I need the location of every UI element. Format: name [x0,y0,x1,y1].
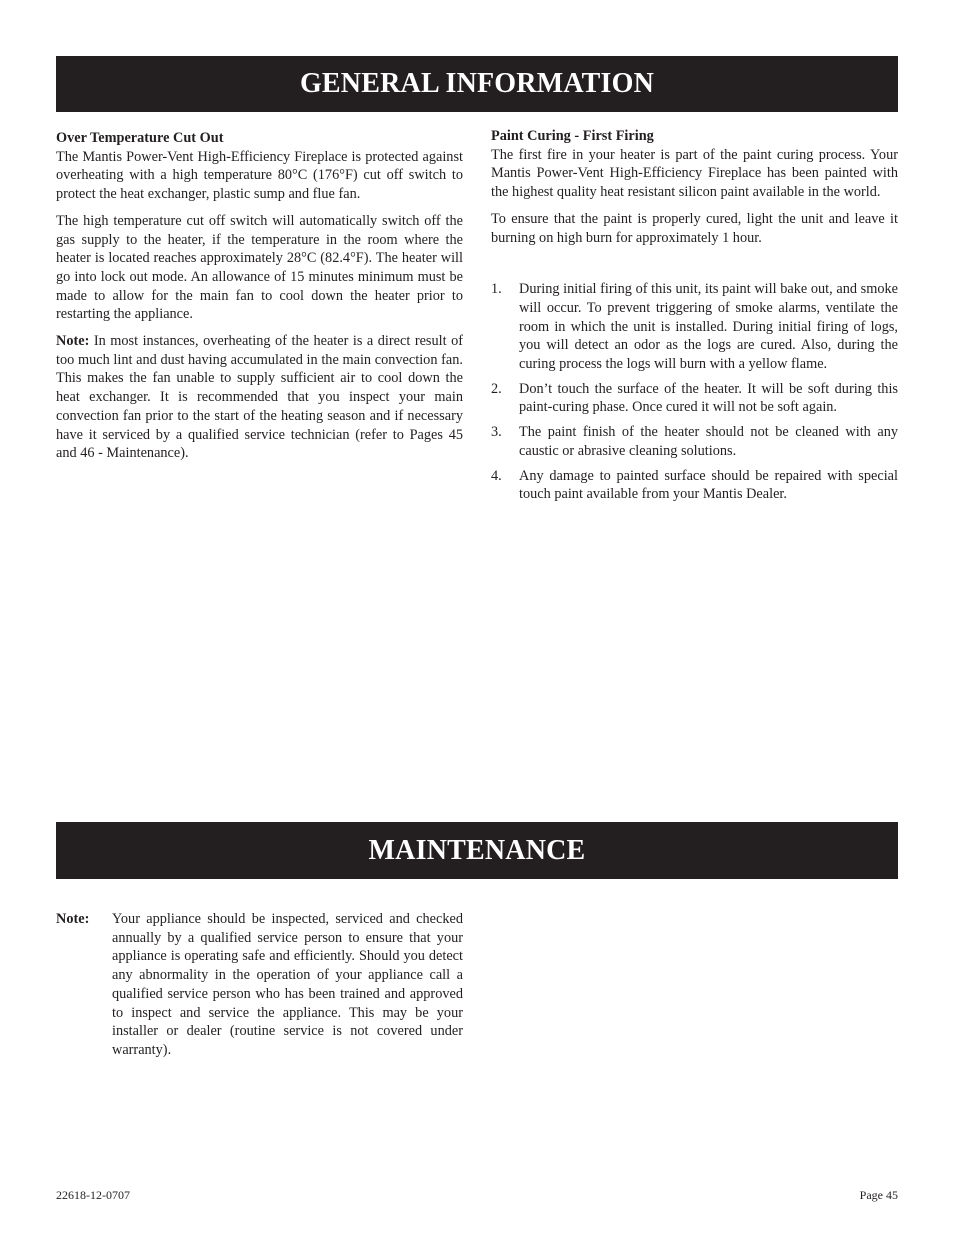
page-number: Page 45 [859,1188,898,1202]
over-temperature-heading: Over Temperature Cut Out [56,130,224,146]
note-text: In most instances, overheating of the heater is a direct result of too much lint and dust having accumulated in the main convection fan. This makes the fan unable to supply sufficient air to cool down the heat exchanger. It is recommended that you inspect your main convection fan prior to the start of the heating season and if necessary have it serviced by a qualified service technician (refer to Pages 45 and 46 - Maintenance). [56,333,463,462]
maintenance-title: MAINTENANCE [368,835,586,866]
maintenance-note-text: Your appliance should be inspected, serviced and checked annually by a qualified service person to ensure that your appliance is operating safe and efficiently. Should you detect any abnormality in the operation of your appliance call a qualified service person who has been trained and approved to inspect and service the appliance. This may be your installer or dealer (routine service is not covered under warranty). [112,911,463,1058]
note-label: Note: [56,333,90,350]
list-item [491,467,898,504]
paint-curing-paragraph-2: To ensure that the paint is properly cured, light the unit and leave it burning on high burn for approximately 1 hour. [491,210,898,246]
step-text: During initial firing of this unit, its paint will bake out, and smoke will occur. To prevent triggering of smoke alarms, ventilate the room in which the unit is installed. During initial firing of logs, you will detect an odor as the logs are cured. Also, during the curing process the logs will burn with a yellow flame. [519,281,898,373]
step-number: 3. [491,424,502,441]
step-text: Any damage to painted surface should be repaired with special touch paint available from your Mantis Dealer. [519,467,898,503]
list-item [491,380,898,417]
step-number: 1. [491,281,502,298]
paint-curing-section [491,127,898,510]
step-number: 4. [491,467,502,484]
step-text: Don’t touch the surface of the heater. It will be soft during this paint-curing phase. Once cured it will not be soft again. [519,380,898,416]
general-information-banner [56,56,898,112]
step-text: The paint finish of the heater should not be cleaned with any caustic or abrasive cleaning solutions. [519,424,898,459]
document-code: 22618-12-0707 [56,1188,130,1202]
maintenance-banner [56,822,898,879]
maintenance-note [56,910,463,1060]
list-item [491,280,898,374]
list-item [491,423,898,460]
step-number: 2. [491,380,502,397]
paint-curing-steps [491,280,898,504]
over-temperature-paragraph-1: The Mantis Power-Vent High-Efficiency Fireplace is protected against overheating with a high temperature 80°C (176°F) cut off switch to protect the heat exchanger, plastic sump and flue fan. [56,148,463,203]
paint-curing-heading: Paint Curing - First Firing [491,128,654,144]
maintenance-note-label: Note: [56,911,90,927]
over-temperature-paragraph-2: The high temperature cut off switch will automatically switch off the gas supply to the heater, if the temperature in the room where the heater is located reaches approximately 28°C (82.4°F). The heater will go into lock out mode. An allowance of 15 minutes minimum must be made to allow for the main fan to cool down the heater prior to restarting the appliance. [56,212,463,323]
over-temperature-note [56,332,463,463]
over-temperature-section [56,129,463,471]
general-information-title: GENERAL INFORMATION [299,68,655,99]
paint-curing-paragraph-1: The first fire in your heater is part of the paint curing process. Your Mantis Power-Vent High-Efficiency Fireplace has been painted with the highest quality heat resistant silicon paint available in the world. [491,146,898,201]
